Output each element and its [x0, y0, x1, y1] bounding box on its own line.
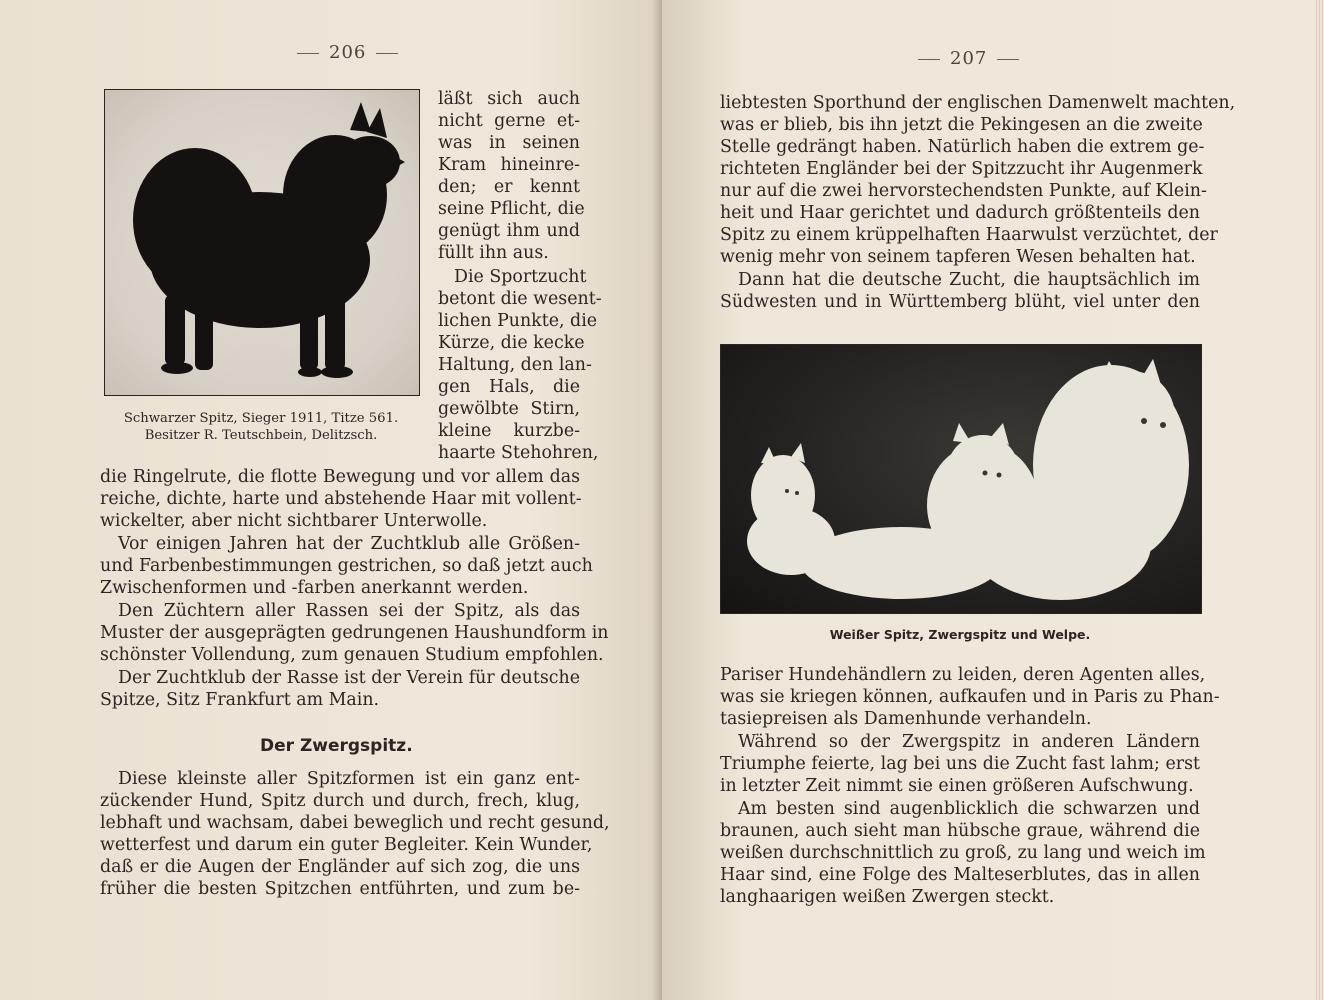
text-line: reiche, dichte, harte und abstehende Haar mit vollent-: [100, 489, 582, 509]
text-line: Dann hat die deutsche Zucht, die hauptsächlich im: [738, 270, 1200, 290]
text-line: läßt sich auch: [438, 89, 580, 109]
dash: [297, 53, 319, 54]
white-spitz-photo: [720, 344, 1202, 614]
text-line: was er blieb, bis ihn jetzt die Pekingesen an die zweite: [720, 115, 1203, 135]
text-line: füllt ihn aus.: [438, 243, 549, 263]
text-line: gen Hals, die: [438, 377, 580, 397]
text-line: was sie kriegen können, aufkaufen und in Paris zu Phan-: [720, 687, 1220, 707]
page-number-right: [908, 48, 1029, 69]
black-spitz-caption-line2: Besitzer R. Teutschbein, Delitzsch.: [144, 428, 378, 443]
text-line: die Ringelrute, die flotte Bewegung und vor allem das: [100, 467, 580, 487]
text-line: Triumphe feierte, lag bei uns die Zucht fast lahm; erst: [720, 754, 1200, 774]
right-page: [662, 0, 1324, 1000]
text-line: tasiepreisen als Damenhunde verhandeln.: [720, 709, 1092, 729]
black-spitz-dog-image: [105, 90, 419, 395]
text-line: Während so der Zwergspitz in anderen Ländern: [738, 732, 1200, 752]
text-line: Am besten sind augenblicklich die schwarzen und: [738, 799, 1200, 819]
text-line: Stelle gedrängt haben. Natürlich haben die extrem ge-: [720, 137, 1205, 157]
text-line: haarte Stehohren,: [438, 443, 599, 463]
text-line: nur auf die zwei hervorstechendsten Punkte, auf Klein-: [720, 181, 1207, 201]
text-line: Pariser Hundehändlern zu leiden, deren Agenten alles,: [720, 665, 1206, 685]
black-spitz-photo: [104, 89, 420, 396]
text-line: schönster Vollendung, zum genauen Studium empfohlen.: [100, 645, 604, 665]
page-number-text: 207: [950, 48, 988, 69]
text-line: wickelter, aber nicht sichtbarer Unterwolle.: [100, 511, 488, 531]
text-line: Haltung, den lan-: [438, 355, 592, 375]
text-line: Den Züchtern aller Rassen sei der Spitz, als das: [118, 601, 580, 621]
page-number-left: [287, 42, 408, 63]
white-spitz-dogs-image: [721, 345, 1201, 613]
text-line: gewölbte Stirn,: [438, 399, 580, 419]
dash: [376, 53, 398, 54]
text-line: was in seinen: [438, 133, 580, 153]
text-line: genügt ihm und: [438, 221, 580, 241]
dash: [918, 59, 940, 60]
text-line: Kürze, die kecke: [438, 333, 585, 353]
text-line: kleine kurzbe-: [438, 421, 580, 441]
text-line: lichen Punkte, die: [438, 311, 598, 331]
text-line: wenig mehr von seinem tapferen Wesen behalten hat.: [720, 247, 1196, 267]
text-line: Kram hineinre-: [438, 155, 580, 175]
text-line: Spitze, Sitz Frankfurt am Main.: [100, 690, 380, 710]
text-line: den; er kennt: [438, 177, 580, 197]
text-line: braunen, auch sieht man hübsche graue, während die: [720, 821, 1200, 841]
text-line: richteten Engländer bei der Spitzzucht ihr Augenmerk: [720, 159, 1203, 179]
section-heading: Der Zwergspitz.: [260, 736, 413, 756]
text-line: langhaarigen weißen Zwergen steckt.: [720, 887, 1055, 907]
text-line: in letzter Zeit nimmt sie einen größeren Aufschwung.: [720, 776, 1194, 796]
text-line: früher die besten Spitzchen entführten, und zum be-: [100, 879, 580, 899]
text-line: Spitz zu einem krüppelhaften Haarwulst verzüchtet, der: [720, 225, 1218, 245]
text-line: Zwischenformen und -farben anerkannt werden.: [100, 578, 529, 598]
text-line: liebtesten Sporthund der englischen Damenwelt machten,: [720, 93, 1236, 113]
text-line: und Farbenbestimmungen gestrichen, so daß jetzt auch: [100, 556, 593, 576]
text-line: Vor einigen Jahren hat der Zuchtklub alle Größen-: [118, 534, 580, 554]
text-line: betont die wesent-: [438, 289, 602, 309]
black-spitz-caption-line1: Schwarzer Spitz, Sieger 1911, Titze 561.: [123, 411, 399, 426]
page-edge: [1316, 0, 1324, 1000]
text-line: weißen durchschnittlich zu groß, zu lang und weich im: [720, 843, 1206, 863]
page-number-text: 206: [329, 42, 367, 63]
text-line: Diese kleinste aller Spitzformen ist ein ganz ent-: [118, 769, 580, 789]
text-line: nicht gerne et-: [438, 111, 580, 131]
text-line: wetterfest und darum ein guter Begleiter. Kein Wunder,: [100, 835, 593, 855]
text-line: Der Zuchtklub der Rasse ist der Verein für deutsche: [118, 668, 580, 688]
dash: [997, 59, 1019, 60]
text-line: seine Pflicht, die: [438, 199, 585, 219]
text-line: lebhaft und wachsam, dabei beweglich und recht gesund,: [100, 813, 610, 833]
text-line: heit und Haar gerichtet und dadurch größtenteils den: [720, 203, 1200, 223]
text-line: Haar sind, eine Folge des Malteserblutes, das in allen: [720, 865, 1200, 885]
white-spitz-caption: Weißer Spitz, Zwergspitz und Welpe.: [829, 627, 1091, 642]
text-line: Die Sportzucht: [454, 267, 587, 287]
text-line: zückender Hund, Spitz durch und durch, frech, klug,: [100, 791, 580, 811]
text-line: Südwesten und in Württemberg blüht, viel unter den: [720, 292, 1200, 312]
text-line: Muster der ausgeprägten gedrungenen Haushundform in: [100, 623, 609, 643]
text-line: daß er die Augen der Engländer auf sich zog, die uns: [100, 857, 580, 877]
